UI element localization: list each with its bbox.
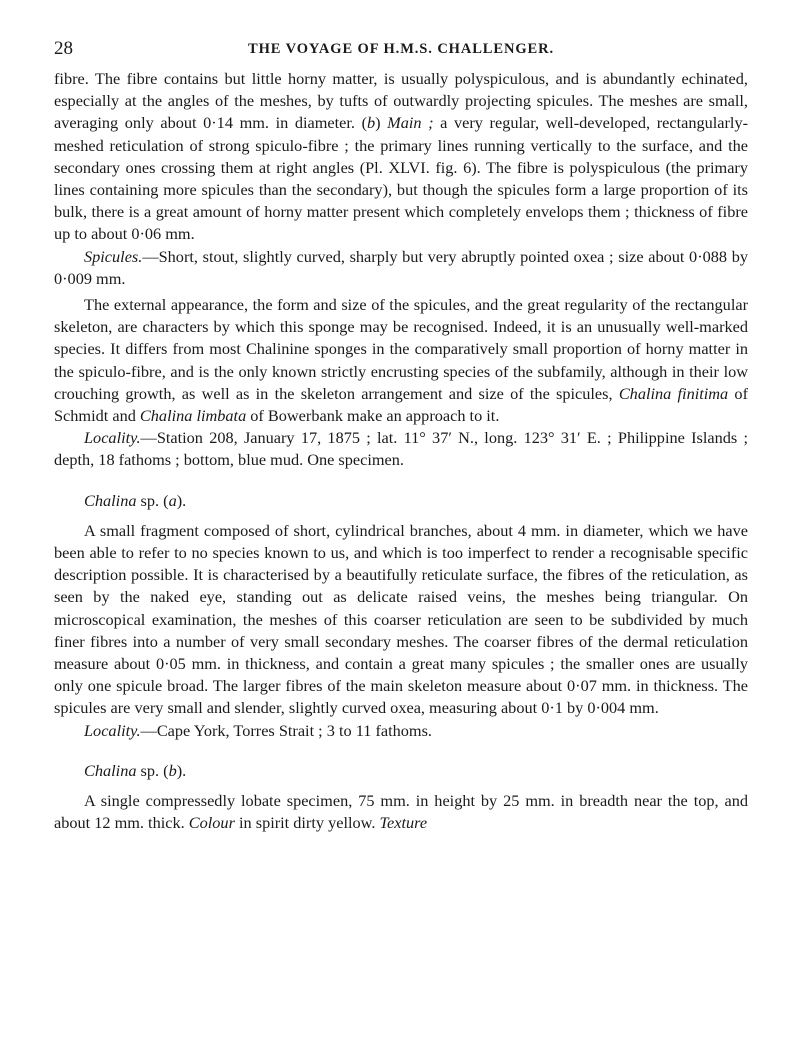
paragraph-spicules: Spicules.—Short, stout, slightly curved, sharply but very abruptly pointed oxea ; size about 0·088 by 0·009 mm. (54, 246, 748, 288)
paragraph-locality-1: Locality.—Station 208, January 17, 1875 ; lat. 11° 37′ N., long. 123° 31′ E. ; Philippine Islands ; depth, 18 fathoms ; bottom, blue mud. One specimen. (54, 428, 748, 470)
species-ref-limbata: Chalina limbata (139, 406, 247, 426)
page-header (54, 38, 748, 68)
main-label: Main ; (387, 113, 434, 133)
paragraph-species-a-description: A small fragment composed of short, cylindrical branches, about 4 mm. in diameter, which we have been able to refer to no species known to us, and which is too imperfect to render a recognisable specific description possible. It is characterised by a beautifully reticulate surface, the fibres of the reticulation, as seen by the naked eye, standing out as delicate raised veins, the meshes being triangular. On microscopical examination, the meshes of this coarser reticulation are seen to be subdivided by much finer fibres into a number of very small secondary meshes. The coarser fibres of the dermal reticulation measure about 0·05 mm. in thickness, and contain a great many spicules ; the smaller ones are usually only one spicule broad. The larger fibres of the main skeleton measure about 0·07 mm. in thickness. The spicules are very small and slender, slightly curved oxea, measuring about 0·1 by 0·004 mm. (54, 520, 748, 718)
paragraph-remarks: The external appearance, the form and size of the spicules, and the great regularity of the rectangular skeleton, are characters by which this sponge may be recognised. Indeed, it is an unusually well-marked species. It differs from most Chalinine sponges in the comparatively small proportion of horny matter in the spiculo-fibre, and is the only known strictly encrusting species of the subfamily, although in their low crouching growth, as well as in the skeleton arrangement and size of the spicules, Chalina finitima of Schmidt and Chalina limbata of Bowerbank make an approach to it. (54, 295, 748, 426)
document-page (54, 38, 748, 835)
paragraph-locality-2: Locality.—Cape York, Torres Strait ; 3 to 11 fathoms. (84, 720, 432, 740)
locality-label: Locality. (84, 428, 141, 448)
species-ref-finitima: Chalina finitima (618, 383, 729, 403)
colour-label: Colour (188, 813, 235, 833)
texture-label: Texture (379, 813, 428, 833)
species-heading-b: Chalina sp. (b). (84, 760, 187, 780)
paragraph-skeleton-description: fibre. The fibre contains but little horny matter, is usually polyspiculous, and is abundantly echinated, especially at the angles of the meshes, by tufts of outwardly projecting spicules. The meshes are small, averaging only about 0·14 mm. in diameter. (b) Main ; a very regular, well-developed, rectangularly-meshed reticulation of strong spiculo-fibre ; the primary lines running vertically to the surface, and the secondary ones crossing them at right angles (Pl. XLVI. fig. 6). The fibre is polyspiculous (the primary lines containing more spicules than the secondary), but though the spicules form a large proportion of its bulk, there is a great amount of horny matter present which completely envelops them ; thickness of fibre up to about 0·06 mm. (54, 69, 749, 244)
species-heading-a: Chalina sp. (a). (84, 490, 187, 510)
paragraph-species-b-description: A single compressedly lobate specimen, 75 mm. in height by 25 mm. in breadth near the top, and about 12 mm. thick. Colour in spirit dirty yellow. Texture (54, 791, 748, 833)
locality-label: Locality. (84, 720, 141, 740)
spicules-label: Spicules. (84, 246, 143, 266)
page-number: 28 (54, 38, 73, 59)
running-title: THE VOYAGE OF H.M.S. CHALLENGER. (248, 41, 554, 57)
